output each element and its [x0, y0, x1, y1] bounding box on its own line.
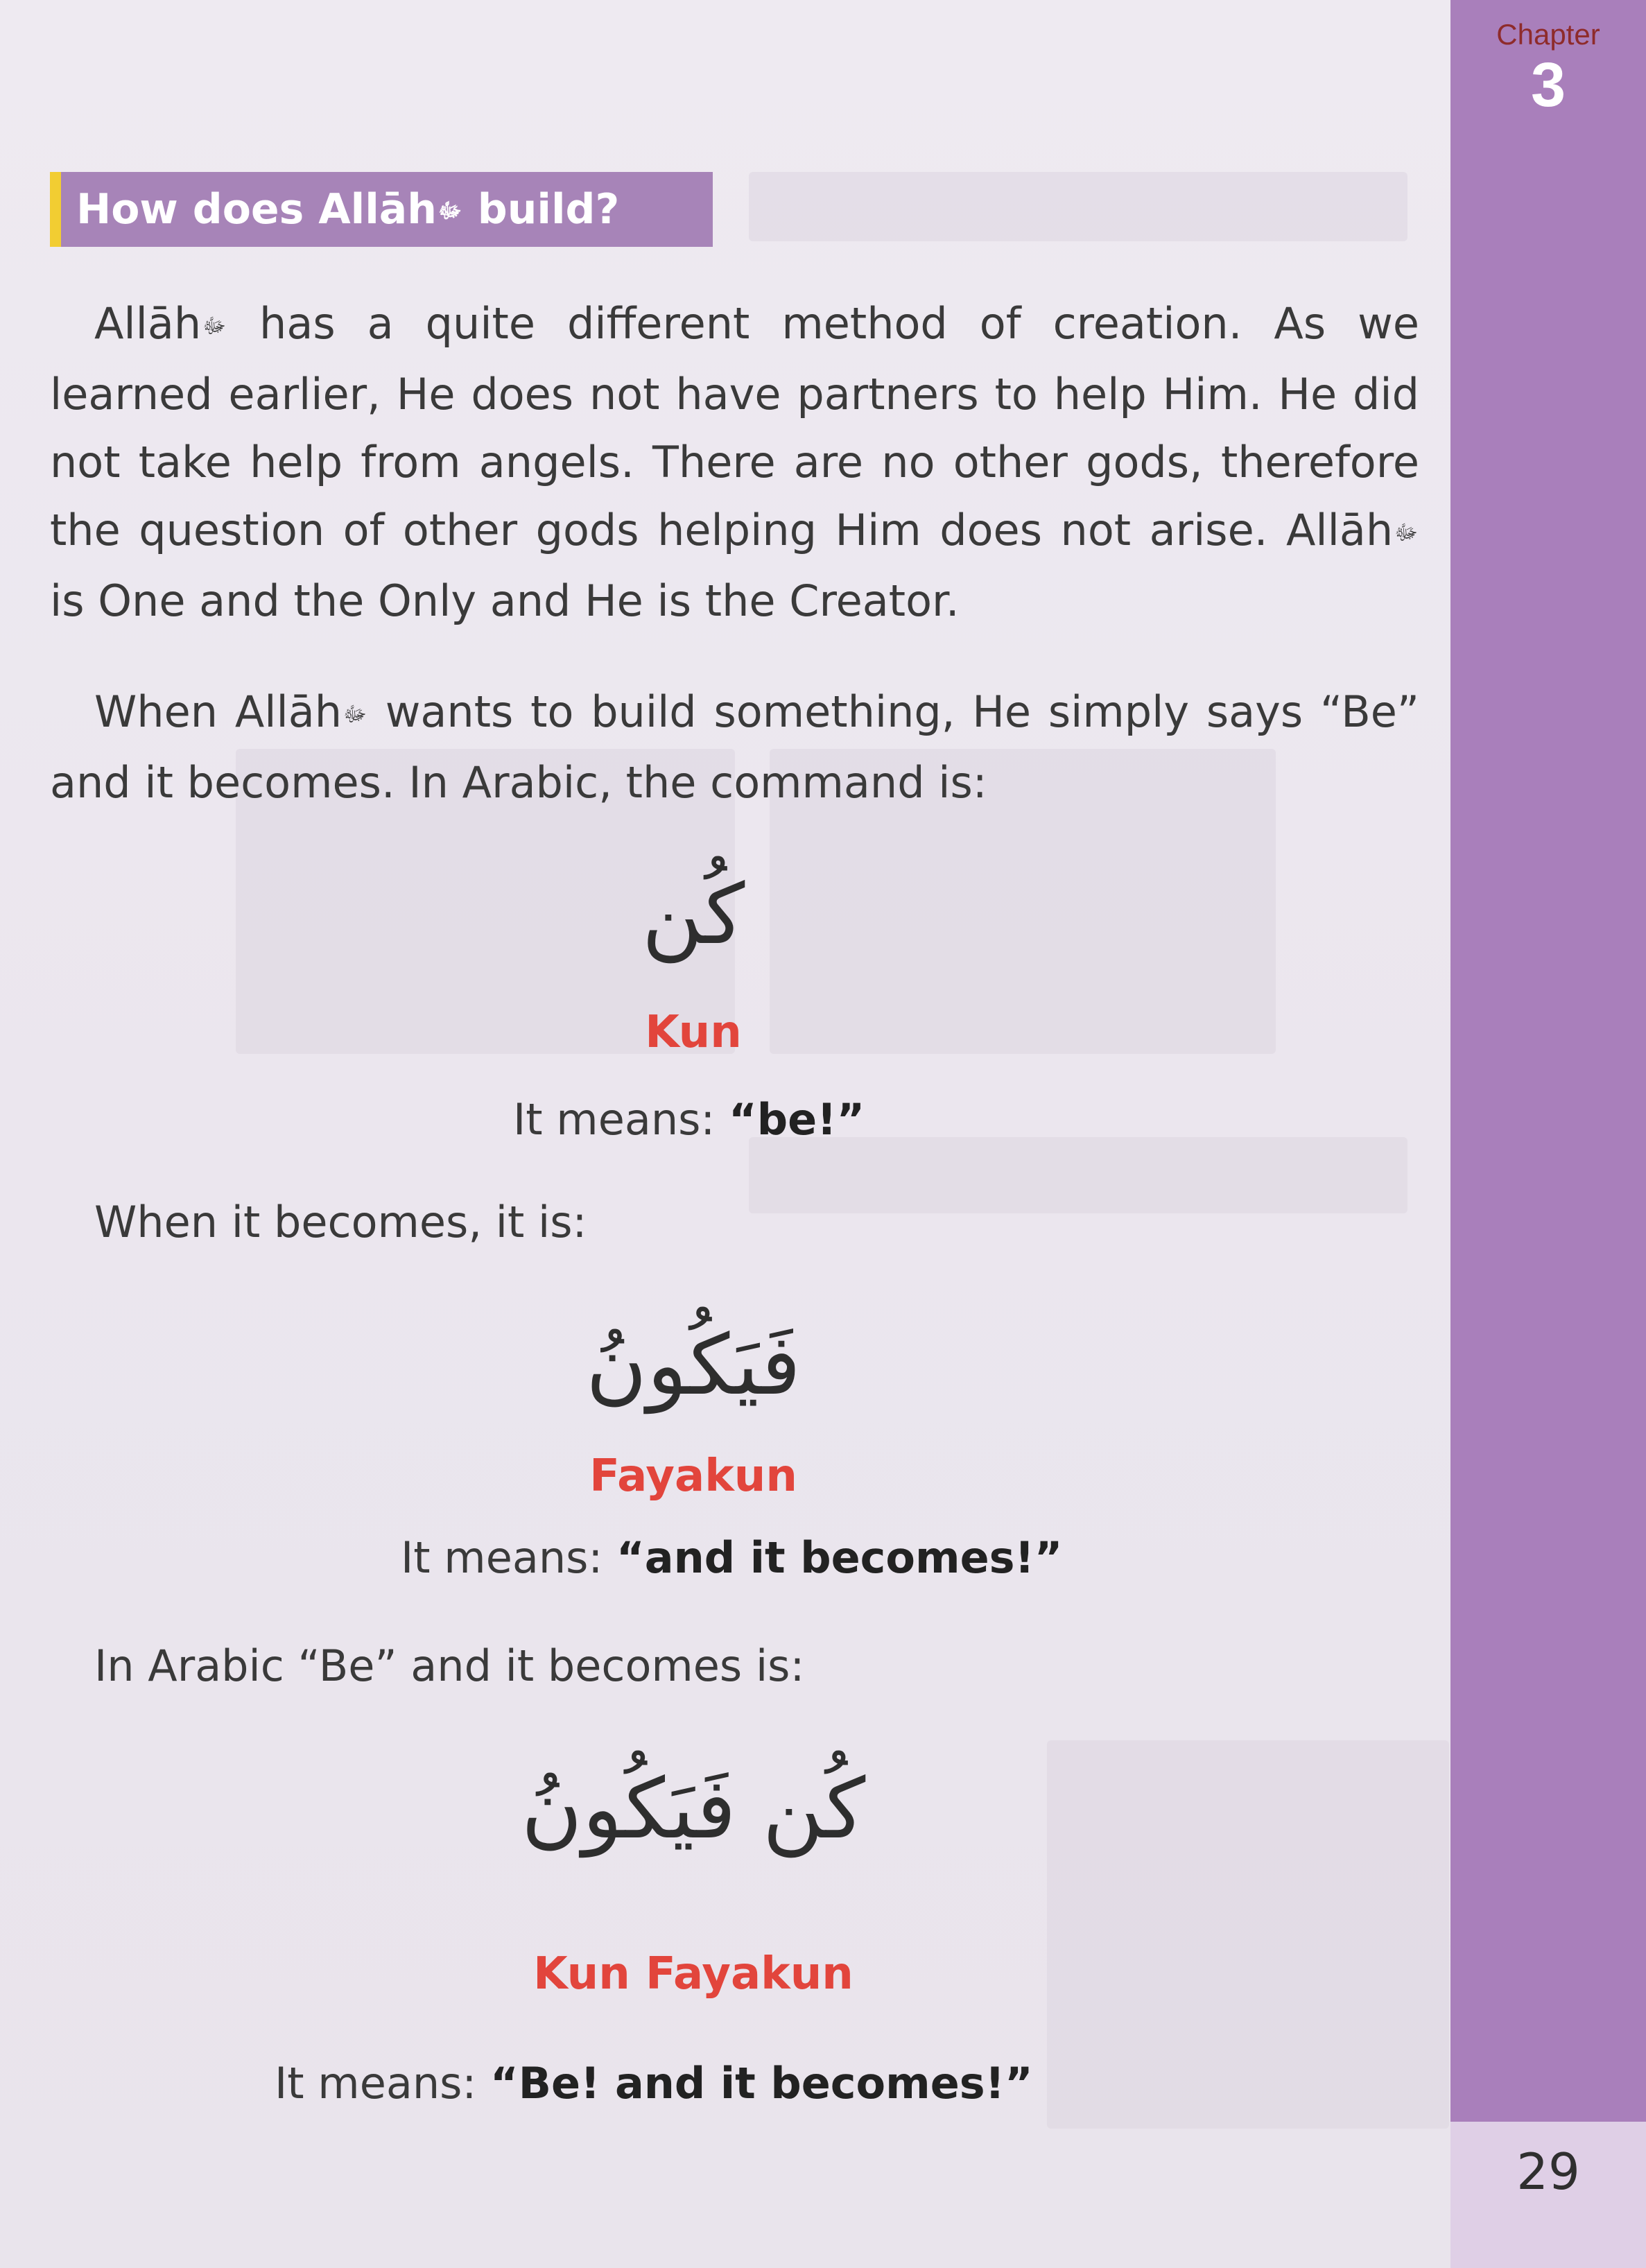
chapter-label: Chapter [1496, 18, 1600, 51]
paragraph-text: is One and the Only and He is the Creator. [50, 575, 960, 626]
page-number: 29 [1516, 2143, 1580, 2201]
meaning-kun [513, 1094, 865, 1145]
paragraph-command [50, 678, 1419, 817]
paragraph-text: wants to build something, He simply says “Be” and it becomes. In Arabic, the command is: [50, 686, 1419, 808]
arabic-kun: كُن [641, 867, 745, 963]
meaning-prefix: It means: [513, 1094, 729, 1145]
paragraph-text: When Allāh [94, 686, 343, 737]
arabic-fayakun: فَيَكُونُ [586, 1317, 801, 1414]
chapter-number: 3 [1530, 51, 1566, 120]
paragraph-text: Allāh [94, 298, 202, 349]
honorific-glyph: ﷻ [1394, 521, 1418, 545]
honorific-glyph: ﷻ [202, 314, 227, 338]
show-through-photo [1047, 1740, 1449, 2129]
meaning-fayakun [401, 1532, 1063, 1583]
arabic-kun-fayakun: كُن فَيَكُونُ [521, 1761, 866, 1858]
meaning-value: “be!” [729, 1094, 865, 1145]
show-through-box [749, 1137, 1407, 1213]
show-through-box [749, 172, 1407, 241]
when-it-becomes-text: When it becomes, it is: [94, 1197, 587, 1247]
transliteration-fayakun: Fayakun [589, 1451, 797, 1502]
transliteration-kun-fayakun: Kun Fayakun [533, 1948, 854, 2000]
meaning-prefix: It means: [275, 2058, 491, 2109]
heading-text-part: build? [462, 185, 620, 234]
paragraph-text: has a quite different method of creation. As we learned earlier, He does not have partners to help Him. He did not take help from angels. There are no other gods, therefore the question of other gods helping Him does not arise. Allāh [50, 298, 1419, 555]
chapter-sidebar [1450, 0, 1646, 2122]
meaning-value: “Be! and it becomes!” [490, 2058, 1033, 2109]
transliteration-kun: Kun [645, 1007, 742, 1058]
meaning-prefix: It means: [401, 1532, 617, 1583]
section-heading [76, 178, 619, 241]
honorific-glyph: ﷻ [343, 702, 367, 727]
honorific-glyph: ﷻ [438, 199, 462, 223]
heading-text-part: How does Allāh [76, 185, 437, 234]
meaning-kun-fayakun [275, 2058, 1033, 2109]
in-arabic-text: In Arabic “Be” and it becomes is: [94, 1641, 805, 1691]
meaning-value: “and it becomes!” [616, 1532, 1063, 1583]
paragraph-creation-method [50, 290, 1419, 635]
